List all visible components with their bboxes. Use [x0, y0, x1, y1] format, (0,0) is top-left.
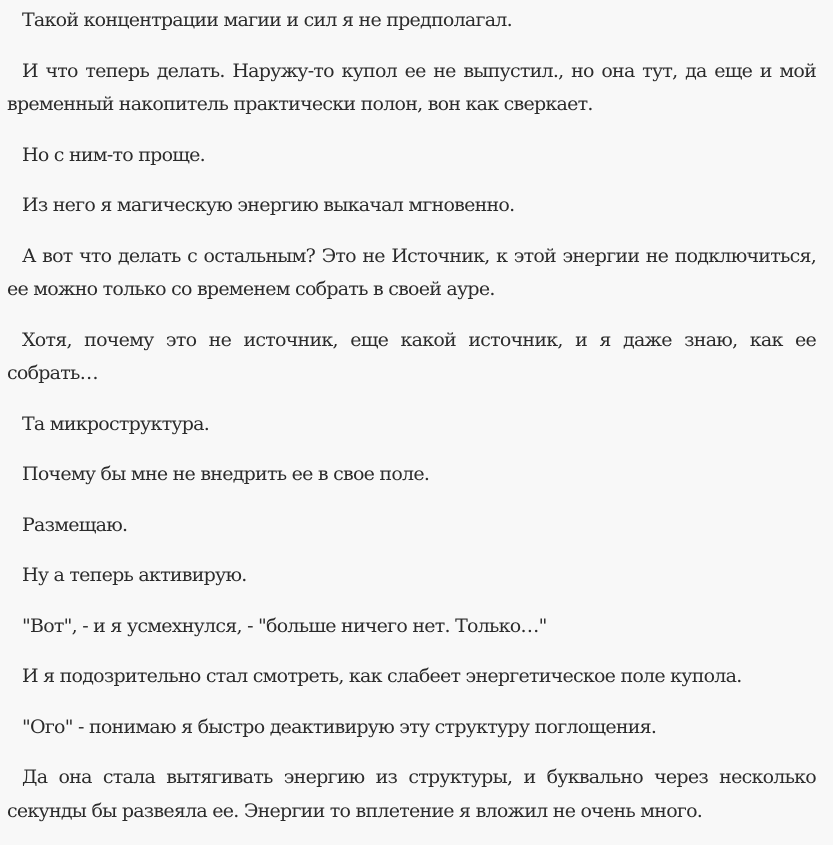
paragraph: Хотя, почему это не источник, еще какой источник, и я даже знаю, как ее собрать…: [7, 328, 816, 384]
paragraph: Да она стала вытягивать энергию из структуры, и буквально через несколько секунды бы развеяла ее. Энергии то вплетение я вложил не очень много.: [7, 766, 816, 822]
paragraph: И я подозрительно стал смотреть, как слабеет энергетическое поле купола.: [22, 665, 742, 687]
paragraph: Но с ним-то проще.: [22, 143, 205, 166]
paragraph: А вот что делать с остальным? Это не Источник, к этой энергии не подключиться, ее можно только со временем собрать в своей ауре.: [7, 244, 816, 300]
paragraph: "Ого" - понимаю я быстро деактивирую эту структуру поглощения.: [22, 715, 657, 738]
paragraph: Почему бы мне не внедрить ее в свое поле.: [22, 463, 430, 485]
paragraph: Ну а теперь активирую.: [22, 564, 247, 586]
paragraph: Из него я магическую энергию выкачал мгновенно.: [22, 194, 515, 216]
paragraph: Та микроструктура.: [22, 412, 210, 435]
paragraph: "Вот", - и я усмехнулся, - "больше ничего нет. Только…": [22, 614, 547, 637]
paragraph: Такой концентрации магии и сил я не предполагал.: [22, 9, 512, 31]
story-text: [7, 4, 816, 845]
paragraph: И что теперь делать. Наружу-то купол ее не выпустил., но она тут, да еще и мой временный накопитель практически полон, вон как сверкает.: [7, 59, 816, 115]
paragraph: Размещаю.: [22, 513, 128, 536]
